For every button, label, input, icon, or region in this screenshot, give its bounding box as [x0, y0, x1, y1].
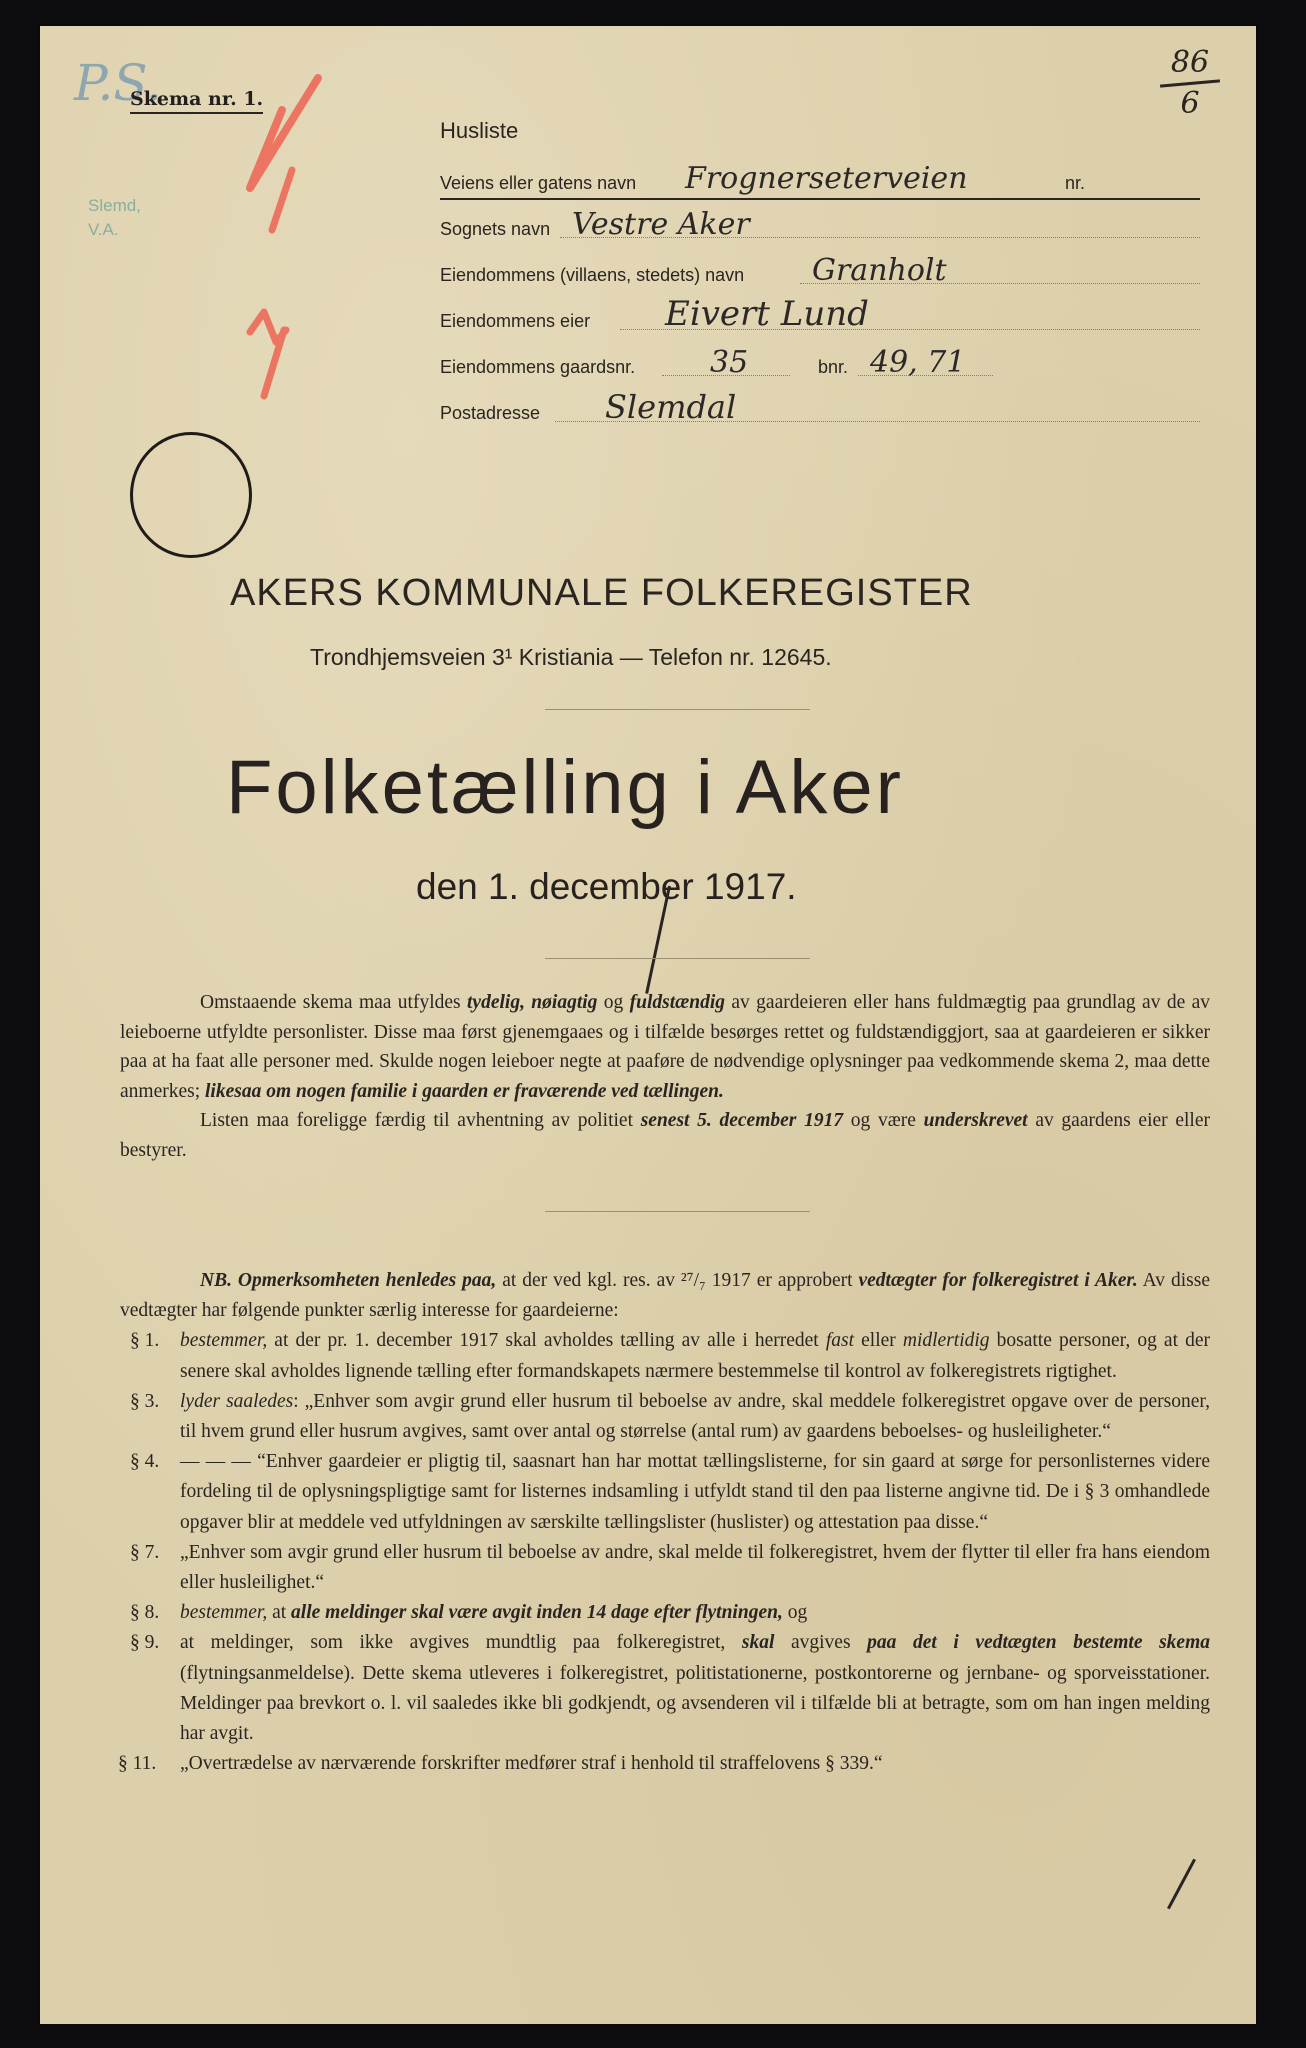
text-run: likesaa om nogen familie i gaarden er fraværende ved tællingen. — [205, 1080, 724, 1102]
blue-pencil-initials: P.S. — [74, 54, 162, 112]
text-run: „Overtrædelse av nærværende forskrifter medfører straf i henhold til straffelovens § 339.“ — [180, 1753, 883, 1775]
parish-label: Sognets navn — [440, 219, 551, 239]
organization-name: AKERS KOMMUNALE FOLKEREGISTER — [230, 572, 973, 614]
postal-address-value[interactable]: Slemdal — [605, 388, 737, 426]
property-name-label: Eiendommens (villaens, stedets) navn — [440, 265, 745, 285]
text-run: — — — “Enhver gaardeier er pligtig til, saasnart han har mottat tællingslisterne, for sin gaard at sørge for personlisternes videre fordeling til de oplysningspligtige samt for listernes indsamling i utfyldt stand til den paa listerne angivne tid. De i § 3 omhandlede opgaver blir at meddele ved utfyldningen av særskilte tællingslister (huslister) og attestation paa disse.“ — [180, 1451, 1210, 1533]
owner-value[interactable]: Eivert Lund — [665, 294, 869, 334]
text-run: vedtægter for folkeregistret i Aker. — [858, 1270, 1138, 1291]
form-row-farm-number — [440, 345, 1200, 382]
text-run: eller — [854, 1330, 903, 1352]
form-row-postal-address — [440, 388, 1200, 428]
text-run: av gaardeieren eller hans fuldmægtig paa grundlag av de av leieboerne utfyldte personlister. Disse maa først gjenemgaaes og i tilfælde besørges rettet og fuldstændiggjort, saa at gaardeieren er sikker paa at ha faat alle personer med. Skulde nogen leieboer negte at paaføre de nødvendige oplysninger paa vedkommende skema 2, maa dette anmerkes; — [120, 992, 1211, 1102]
text-run: bestemmer, — [180, 1602, 268, 1624]
statute-item — [120, 1628, 1210, 1749]
text-run: og være — [843, 1110, 924, 1131]
text-run: (flytningsanmeldelse). Dette skema utleveres i folkeregistret, politistationerne, postkontorerne og jernbane- og sporveisstationer. Meldinger paa brevkort o. l. vil saaledes ikke bli godkjendt, og avsenderen vil i tilfælde bli at betragte, som om han ingen melding har avgit. — [180, 1662, 1210, 1745]
statute-number: § 11. — [118, 1753, 157, 1775]
stamp-line-1: Slemd, — [88, 196, 141, 215]
bnr-label: bnr. — [818, 357, 849, 377]
statute-number: § 1. — [130, 1330, 160, 1352]
text-run: av gaardens eier eller bestyrer. — [120, 1110, 1210, 1161]
statute-number: § 7. — [130, 1541, 160, 1563]
nb-section — [120, 1266, 1210, 1779]
text-run: at — [267, 1602, 292, 1624]
text-run: bosatte personer, og at der senere skal avholdes lignende tælling efter formandskapets nærmere bestemmelse til kontrol av folkeregistrets rigtighet. — [180, 1330, 1211, 1382]
farm-number-label: Eiendommens gaardsnr. — [440, 357, 636, 377]
stamp — [88, 194, 141, 242]
text-run: Listen maa foreligge færdig til avhentning av politiet — [200, 1110, 641, 1131]
text-run: fast — [825, 1330, 855, 1352]
separator-line — [545, 958, 810, 959]
document-title: Folketælling i Aker — [226, 745, 904, 830]
text-run: at meldinger, som ikke avgives mundtlig paa folkeregistret, — [180, 1632, 742, 1654]
statute-item — [120, 1598, 1210, 1628]
statute-number: § 4. — [130, 1451, 160, 1473]
text-run: avgives — [774, 1632, 868, 1654]
property-name-value[interactable]: Granholt — [812, 253, 947, 288]
text-run: og — [597, 992, 630, 1013]
statute-number: § 8. — [130, 1602, 160, 1624]
street-value[interactable]: Frognerseterveien — [685, 161, 968, 196]
text-run: senest 5. december 1917 — [640, 1110, 844, 1131]
text-run: fuldstændig — [629, 992, 726, 1013]
form-row-owner — [440, 294, 1200, 336]
bnr-value[interactable]: 49, 71 — [870, 345, 966, 380]
statute-number: § 9. — [130, 1632, 160, 1654]
form-row-street — [440, 161, 1200, 200]
schema-label: Skema nr. 1. — [130, 88, 263, 114]
instructions-paragraph-2 — [120, 1106, 1210, 1165]
statute-number: § 3. — [130, 1390, 160, 1412]
farm-number-value[interactable]: 35 — [710, 345, 749, 380]
separator-line — [545, 1211, 810, 1212]
text-run: og — [782, 1602, 808, 1624]
fraction-denominator: 6 — [1180, 86, 1200, 121]
nb-intro — [120, 1266, 1210, 1326]
text-run: tydelig, nøiagtig — [467, 992, 598, 1013]
text-run: „Enhver som avgir grund eller husrum til beboelse av andre, skal melde til folkeregistret, hvem der flytter til eller fra hans eiendom eller husleilighet.“ — [180, 1541, 1210, 1594]
street-number-label: nr. — [1065, 173, 1086, 193]
statute-list — [120, 1326, 1210, 1779]
text-run: bestemmer, — [180, 1330, 268, 1352]
text-run: Omstaaende skema maa utfyldes — [200, 992, 467, 1013]
statute-item — [120, 1749, 1210, 1779]
text-run: at der pr. 1. december 1917 skal avholdes tælling av alle i herredet — [267, 1330, 826, 1352]
owner-label: Eiendommens eier — [440, 311, 591, 331]
pen-mark-icon — [1167, 1859, 1196, 1910]
text-run: Av disse vedtægter har følgende punkter særlig interesse for gaardeierne: — [120, 1270, 1211, 1322]
instructions — [120, 988, 1210, 1165]
text-run: midlertidig — [902, 1330, 990, 1352]
document-page — [40, 26, 1256, 2024]
separator-line — [545, 709, 810, 710]
street-label: Veiens eller gatens navn — [440, 173, 637, 193]
parish-value[interactable]: Vestre Aker — [572, 207, 750, 242]
statute-item — [120, 1447, 1210, 1538]
text-run: alle meldinger skal være avgit inden 14 dage efter flytningen, — [291, 1602, 783, 1624]
text-run: at der ved kgl. res. av ²⁷/₇ 1917 er approbert — [496, 1270, 859, 1291]
form-row-property-name — [440, 253, 1200, 290]
text-run: paa det i vedtægten bestemte skema — [867, 1632, 1211, 1654]
stamp-line-2: V.A. — [88, 220, 119, 239]
document-date: den 1. december 1917. — [416, 866, 797, 907]
postal-address-label: Postadresse — [440, 403, 541, 423]
statute-item — [120, 1326, 1210, 1386]
text-run: NB. Opmerksomheten henledes paa, — [200, 1270, 497, 1291]
statute-item — [120, 1538, 1210, 1598]
form-row-parish — [440, 207, 1200, 244]
fraction-numerator: 86 — [1170, 45, 1210, 80]
red-pencil-marks-icon — [220, 60, 340, 400]
statute-item — [120, 1387, 1210, 1447]
page-number-fraction — [1160, 46, 1220, 121]
instructions-paragraph-1 — [120, 988, 1210, 1106]
circle-mark — [130, 432, 252, 558]
text-run: : „Enhver som avgir grund eller husrum til beboelse av andre, skal meddele folkeregistret opgave over de personer, til hvem grund eller husrum avgives, samt over antal og størrelse (antal rum) av gaardens beboelses- og husleiligheter.“ — [180, 1390, 1210, 1443]
text-run: lyder saaledes — [180, 1390, 294, 1412]
text-run: skal — [741, 1632, 775, 1654]
form-heading: Husliste — [440, 118, 519, 143]
text-run: underskrevet — [923, 1110, 1028, 1131]
organization-address: Trondhjemsveien 3¹ Kristiania — Telefon nr. 12645. — [310, 644, 832, 670]
